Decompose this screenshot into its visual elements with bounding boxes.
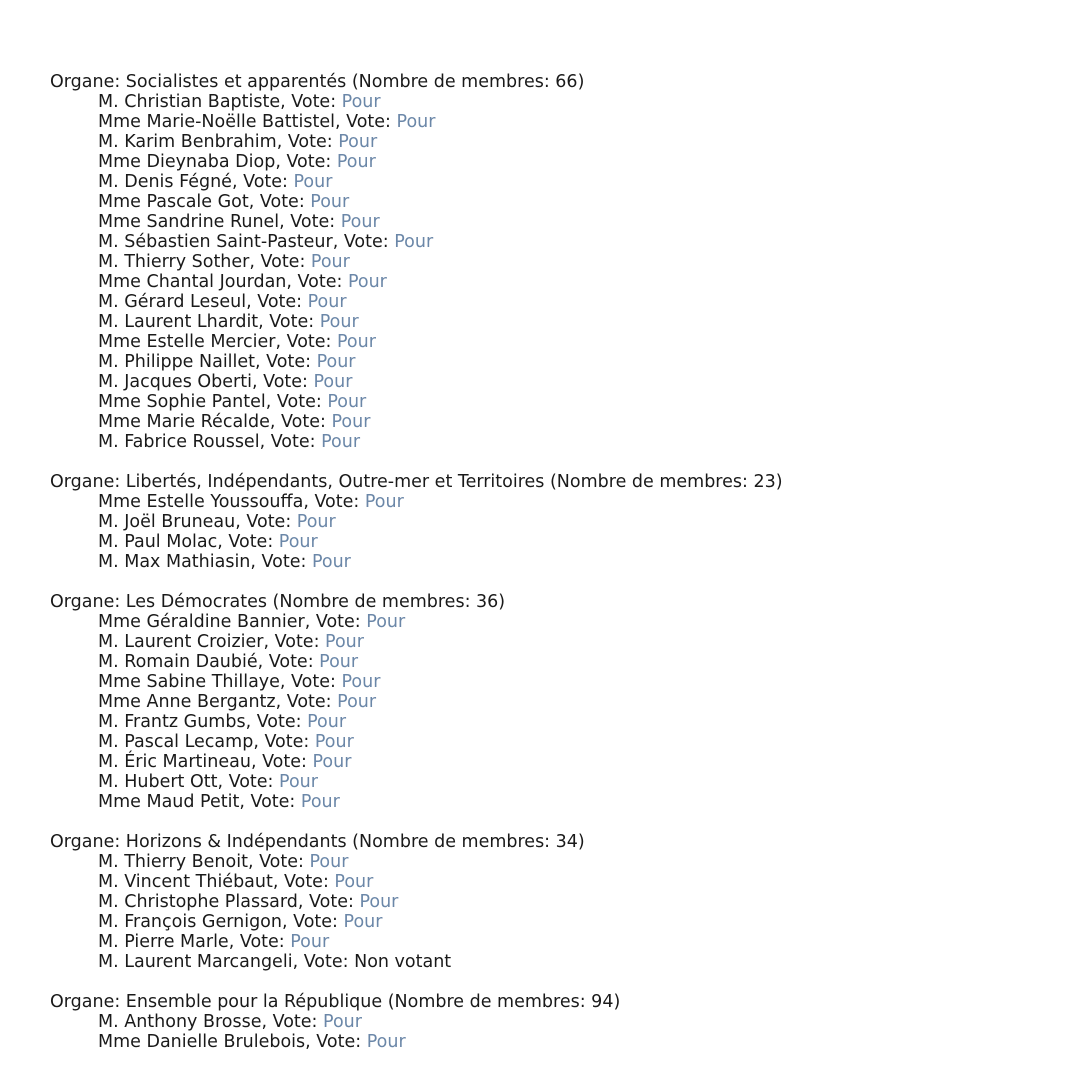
vote-value: Pour — [325, 632, 364, 652]
vote-value: Pour — [366, 1032, 406, 1052]
member-name: M. Pierre Marle — [98, 932, 229, 952]
member-row — [50, 432, 1060, 452]
vote-value: Pour — [290, 932, 330, 952]
member-row — [50, 232, 1060, 252]
member-row — [50, 892, 1060, 912]
member-name: M. Sébastien Saint-Pasteur — [98, 232, 333, 252]
vote-value: Non votant — [354, 952, 452, 972]
vote-document — [50, 72, 1060, 1072]
vote-label: , Vote: — [239, 792, 301, 812]
member-name: Mme Sandrine Runel — [98, 212, 280, 232]
member-name: M. Vincent Thiébaut — [98, 872, 273, 892]
member-row — [50, 1032, 1060, 1052]
member-row — [50, 492, 1060, 512]
member-name: M. Gérard Leseul — [98, 292, 247, 312]
member-name: M. Romain Daubié — [98, 652, 258, 672]
vote-label: , Vote: — [275, 692, 338, 712]
vote-value: Pour — [300, 792, 340, 812]
vote-label: , Vote: — [253, 732, 315, 752]
member-name: Mme Danielle Brulebois — [98, 1032, 306, 1052]
member-name: Mme Sabine Thillaye — [98, 672, 280, 692]
member-row — [50, 632, 1060, 652]
member-name: Mme Anne Bergantz — [98, 692, 276, 712]
member-row — [50, 1012, 1060, 1032]
vote-label: , Vote: — [279, 212, 341, 232]
vote-label: , Vote: — [257, 652, 320, 672]
member-row — [50, 272, 1060, 292]
member-name: Mme Marie Récalde — [98, 412, 270, 432]
member-row — [50, 652, 1060, 672]
member-row — [50, 752, 1060, 772]
member-row — [50, 292, 1060, 312]
vote-label: , Vote: — [255, 352, 317, 372]
vote-label: , Vote: — [275, 152, 337, 172]
member-row — [50, 772, 1060, 792]
vote-value: Pour — [319, 652, 359, 672]
vote-label: , Vote: — [279, 672, 342, 692]
member-name: Mme Marie-Noëlle Battistel — [98, 112, 335, 132]
member-name: M. Anthony Brosse — [98, 1012, 262, 1032]
member-name: M. Philippe Naillet — [98, 352, 256, 372]
vote-value: Pour — [279, 772, 318, 792]
member-name: M. Christophe Plassard — [98, 892, 298, 912]
member-row — [50, 192, 1060, 212]
vote-value: Pour — [337, 692, 377, 712]
vote-value: Pour — [338, 132, 378, 152]
member-name: Mme Maud Petit — [98, 792, 240, 812]
member-row — [50, 352, 1060, 372]
member-name: Mme Estelle Mercier — [98, 332, 276, 352]
member-name: M. Éric Martineau — [98, 752, 251, 772]
vote-value: Pour — [307, 712, 347, 732]
vote-label: , Vote: — [217, 532, 279, 552]
member-row — [50, 792, 1060, 812]
vote-label: , Vote: — [258, 312, 320, 332]
member-name: M. Christian Baptiste — [98, 92, 281, 112]
member-row — [50, 412, 1060, 432]
member-name: Mme Chantal Jourdan — [98, 272, 287, 292]
vote-label: , Vote: — [305, 1032, 367, 1052]
vote-value: Pour — [296, 512, 336, 532]
vote-label: , Vote: — [281, 912, 344, 932]
member-row — [50, 732, 1060, 752]
vote-label: , Vote: — [231, 172, 294, 192]
member-row — [50, 132, 1060, 152]
vote-label: , Vote: — [292, 952, 355, 972]
member-name: M. Thierry Sother — [98, 252, 250, 272]
member-row — [50, 252, 1060, 272]
member-name: Mme Sophie Pantel — [98, 392, 266, 412]
vote-label: , Vote: — [228, 932, 291, 952]
vote-label: , Vote: — [235, 512, 297, 532]
vote-label: , Vote: — [286, 272, 348, 292]
vote-value: Pour — [341, 672, 381, 692]
vote-value: Pour — [334, 872, 374, 892]
vote-label: , Vote: — [332, 232, 395, 252]
vote-value: Pour — [278, 532, 318, 552]
vote-label: , Vote: — [250, 552, 312, 572]
vote-label: , Vote: — [272, 872, 335, 892]
member-name: M. Joël Bruneau — [98, 512, 236, 532]
vote-value: Pour — [310, 192, 350, 212]
member-name: Mme Estelle Youssouffa — [98, 492, 304, 512]
vote-label: , Vote: — [259, 432, 322, 452]
group-block — [50, 472, 1060, 572]
vote-label: , Vote: — [217, 772, 280, 792]
member-name: M. Frantz Gumbs — [98, 712, 246, 732]
member-row — [50, 872, 1060, 892]
vote-value: Pour — [313, 372, 353, 392]
member-row — [50, 912, 1060, 932]
member-row — [50, 312, 1060, 332]
group-block — [50, 592, 1060, 812]
member-name: M. Hubert Ott — [98, 772, 218, 792]
vote-value: Pour — [312, 752, 352, 772]
member-row — [50, 112, 1060, 132]
vote-label: , Vote: — [265, 392, 328, 412]
member-row — [50, 152, 1060, 172]
vote-value: Pour — [314, 732, 354, 752]
vote-label: , Vote: — [247, 852, 310, 872]
member-row — [50, 212, 1060, 232]
group-title: Organe: Socialistes et apparentés (Nombre de membres: 66) — [50, 72, 585, 92]
member-name: M. Laurent Croizier — [98, 632, 264, 652]
group-title: Organe: Les Démocrates (Nombre de membres: 36) — [50, 592, 506, 612]
member-row — [50, 552, 1060, 572]
vote-label: , Vote: — [250, 752, 313, 772]
vote-value: Pour — [341, 92, 381, 112]
member-row — [50, 932, 1060, 952]
vote-label: , Vote: — [275, 332, 337, 352]
member-row — [50, 712, 1060, 732]
vote-label: , Vote: — [246, 292, 308, 312]
member-row — [50, 952, 1060, 972]
vote-label: , Vote: — [303, 492, 365, 512]
member-name: Mme Pascale Got — [98, 192, 249, 212]
vote-value: Pour — [307, 292, 347, 312]
vote-value: Pour — [319, 312, 359, 332]
group-block — [50, 832, 1060, 972]
member-row — [50, 92, 1060, 112]
group-title: Organe: Libertés, Indépendants, Outre-mer et Territoires (Nombre de membres: 23) — [50, 472, 783, 492]
member-name: M. Jacques Oberti — [98, 372, 252, 392]
vote-label: , Vote: — [263, 632, 326, 652]
vote-value: Pour — [323, 1012, 362, 1032]
member-row — [50, 672, 1060, 692]
group-block — [50, 992, 1060, 1052]
member-row — [50, 172, 1060, 192]
vote-value: Pour — [359, 892, 399, 912]
vote-label: , Vote: — [334, 112, 397, 132]
group-title: Organe: Ensemble pour la République (Nombre de membres: 94) — [50, 992, 621, 1012]
group-block — [50, 72, 1060, 452]
member-name: M. Pascal Lecamp — [98, 732, 254, 752]
vote-value: Pour — [347, 272, 387, 292]
vote-value: Pour — [321, 432, 361, 452]
vote-label: , Vote: — [280, 92, 342, 112]
vote-label: , Vote: — [248, 192, 311, 212]
vote-label: , Vote: — [245, 712, 308, 732]
vote-value: Pour — [316, 352, 356, 372]
member-name: M. Fabrice Roussel — [98, 432, 260, 452]
vote-value: Pour — [337, 332, 376, 352]
vote-value: Pour — [311, 552, 351, 572]
member-row — [50, 512, 1060, 532]
vote-label: , Vote: — [251, 372, 314, 392]
vote-value: Pour — [396, 112, 436, 132]
member-row — [50, 852, 1060, 872]
vote-value: Pour — [310, 252, 350, 272]
member-row — [50, 392, 1060, 412]
vote-label: , Vote: — [297, 892, 360, 912]
member-row — [50, 612, 1060, 632]
vote-value: Pour — [394, 232, 434, 252]
vote-value: Pour — [331, 412, 371, 432]
vote-value: Pour — [327, 392, 367, 412]
member-name: Mme Géraldine Bannier — [98, 612, 305, 632]
member-name: M. Karim Benbrahim — [98, 132, 277, 152]
member-name: M. Denis Fégné — [98, 172, 232, 192]
vote-label: , Vote: — [249, 252, 311, 272]
member-name: M. Paul Molac — [98, 532, 218, 552]
group-title: Organe: Horizons & Indépendants (Nombre de membres: 34) — [50, 832, 585, 852]
member-name: M. Laurent Lhardit — [98, 312, 259, 332]
vote-value: Pour — [293, 172, 333, 192]
vote-label: , Vote: — [304, 612, 367, 632]
vote-label: , Vote: — [261, 1012, 324, 1032]
vote-value: Pour — [336, 152, 376, 172]
vote-value: Pour — [366, 612, 406, 632]
member-name: Mme Dieynaba Diop — [98, 152, 276, 172]
vote-value: Pour — [364, 492, 404, 512]
vote-value: Pour — [340, 212, 380, 232]
member-name: M. Max Mathiasin — [98, 552, 251, 572]
vote-value: Pour — [343, 912, 383, 932]
vote-label: , Vote: — [269, 412, 332, 432]
member-name: M. Laurent Marcangeli — [98, 952, 293, 972]
vote-value: Pour — [309, 852, 349, 872]
member-row — [50, 332, 1060, 352]
member-row — [50, 692, 1060, 712]
member-name: M. François Gernigon — [98, 912, 282, 932]
vote-label: , Vote: — [276, 132, 339, 152]
member-name: M. Thierry Benoit — [98, 852, 248, 872]
member-row — [50, 372, 1060, 392]
member-row — [50, 532, 1060, 552]
